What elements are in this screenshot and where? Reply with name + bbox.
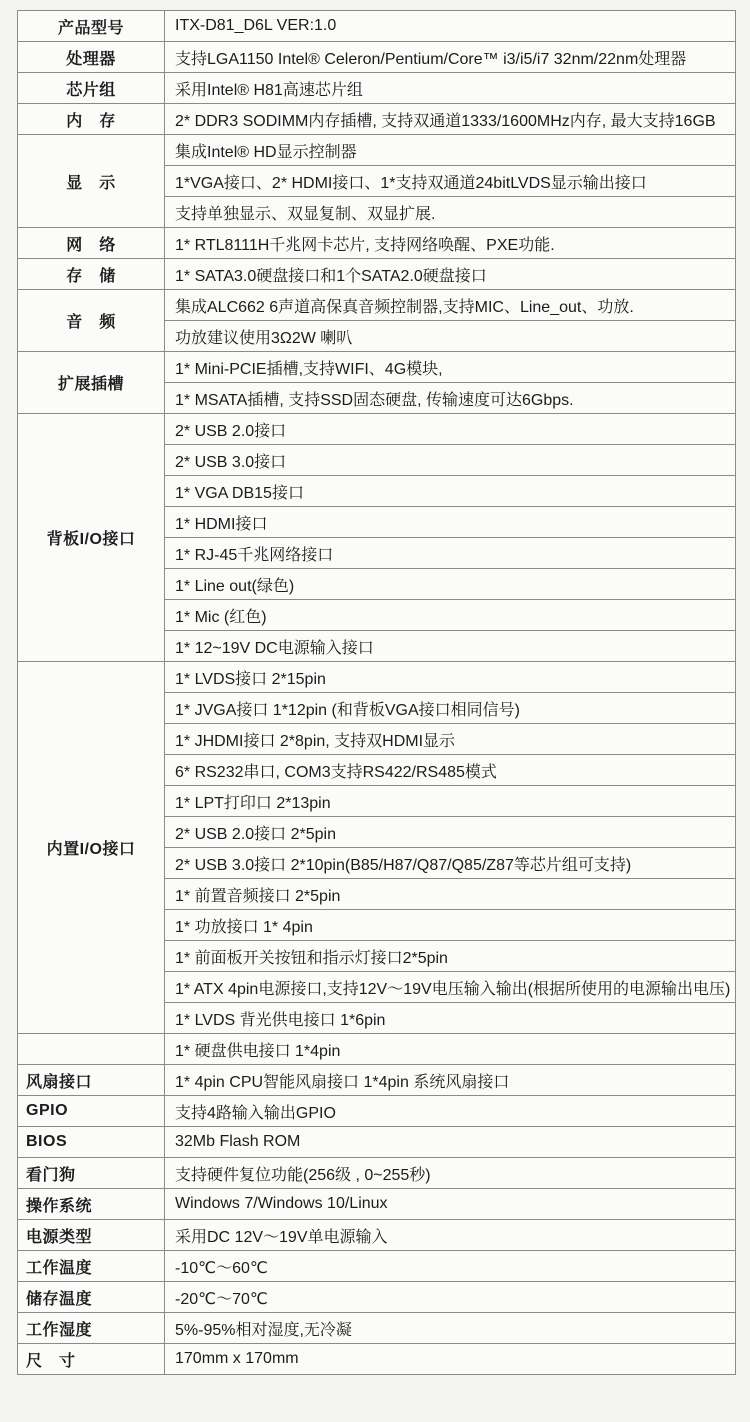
spec-value: 集成ALC662 6声道高保真音频控制器,支持MIC、Line_out、功放. (165, 290, 736, 321)
spec-label: 看门狗 (18, 1158, 165, 1189)
spec-value: 集成Intel® HD显示控制器 (165, 135, 736, 166)
spec-value: 支持单独显示、双显复制、双显扩展. (165, 197, 736, 228)
table-row (18, 662, 736, 693)
table-row (18, 73, 736, 104)
table-row (18, 1251, 736, 1282)
spec-label: 工作湿度 (18, 1313, 165, 1344)
spec-value: Windows 7/Windows 10/Linux (165, 1189, 736, 1220)
spec-label: 操作系统 (18, 1189, 165, 1220)
spec-label: 工作温度 (18, 1251, 165, 1282)
spec-label: 处理器 (18, 42, 165, 73)
table-row (18, 290, 736, 321)
spec-value: 1* 硬盘供电接口 1*4pin (165, 1034, 736, 1065)
spec-value: 32Mb Flash ROM (165, 1127, 736, 1158)
spec-label: 尺 寸 (18, 1344, 165, 1375)
spec-value: 1* ATX 4pin电源接口,支持12V～19V电压输入输出(根据所使用的电源输出电压) (165, 972, 736, 1003)
spec-value: 采用DC 12V～19V单电源输入 (165, 1220, 736, 1251)
spec-value: 1* SATA3.0硬盘接口和1个SATA2.0硬盘接口 (165, 259, 736, 290)
spec-value: 1* 前置音频接口 2*5pin (165, 879, 736, 910)
spec-value: ITX-D81_D6L VER:1.0 (165, 11, 736, 42)
spec-value: 1* 功放接口 1* 4pin (165, 910, 736, 941)
spec-label: 存 储 (18, 259, 165, 290)
table-row (18, 1065, 736, 1096)
spec-label: 背板I/O接口 (18, 414, 165, 662)
table-row (18, 104, 736, 135)
table-row (18, 1344, 736, 1375)
spec-table-body (18, 11, 736, 1375)
spec-sheet (17, 10, 736, 1375)
spec-value: 1* LVDS 背光供电接口 1*6pin (165, 1003, 736, 1034)
spec-label: 扩展插槽 (18, 352, 165, 414)
table-row (18, 1282, 736, 1313)
table-row (18, 1313, 736, 1344)
table-row (18, 1158, 736, 1189)
spec-table (17, 10, 736, 1375)
spec-label: 电源类型 (18, 1220, 165, 1251)
spec-value: 1* MSATA插槽, 支持SSD固态硬盘, 传输速度可达6Gbps. (165, 383, 736, 414)
table-row (18, 414, 736, 445)
table-row (18, 1096, 736, 1127)
spec-value: 1* Line out(绿色) (165, 569, 736, 600)
spec-value: 1* Mini-PCIE插槽,支持WIFI、4G模块, (165, 352, 736, 383)
spec-label: 内置I/O接口 (18, 662, 165, 1034)
spec-value: 5%-95%相对湿度,无冷凝 (165, 1313, 736, 1344)
table-row (18, 1189, 736, 1220)
spec-value: 1* 4pin CPU智能风扇接口 1*4pin 系统风扇接口 (165, 1065, 736, 1096)
spec-value: 1* JHDMI接口 2*8pin, 支持双HDMI显示 (165, 724, 736, 755)
spec-value: 1* Mic (红色) (165, 600, 736, 631)
spec-label: 产品型号 (18, 11, 165, 42)
spec-value: 1* LPT打印口 2*13pin (165, 786, 736, 817)
spec-value: 6* RS232串口, COM3支持RS422/RS485模式 (165, 755, 736, 786)
spec-value: -20℃～70℃ (165, 1282, 736, 1313)
table-row (18, 259, 736, 290)
spec-label: 音 频 (18, 290, 165, 352)
spec-value: 1* LVDS接口 2*15pin (165, 662, 736, 693)
spec-value: 1* RTL8111H千兆网卡芯片, 支持网络唤醒、PXE功能. (165, 228, 736, 259)
spec-value: 1* VGA DB15接口 (165, 476, 736, 507)
spec-label (18, 1034, 165, 1065)
table-row (18, 1034, 736, 1065)
spec-value: 支持LGA1150 Intel® Celeron/Pentium/Core™ i3/i5/i7 32nm/22nm处理器 (165, 42, 736, 73)
spec-value: 支持硬件复位功能(256级 , 0~255秒) (165, 1158, 736, 1189)
spec-value: 2* USB 2.0接口 (165, 414, 736, 445)
spec-label: BIOS (18, 1127, 165, 1158)
spec-value: 采用Intel® H81高速芯片组 (165, 73, 736, 104)
table-row (18, 1220, 736, 1251)
table-row (18, 11, 736, 42)
spec-value: 功放建议使用3Ω2W 喇叭 (165, 321, 736, 352)
spec-value: 1* JVGA接口 1*12pin (和背板VGA接口相同信号) (165, 693, 736, 724)
table-row (18, 352, 736, 383)
spec-value: 2* DDR3 SODIMM内存插槽, 支持双通道1333/1600MHz内存, 最大支持16GB (165, 104, 736, 135)
spec-value: 1*VGA接口、2* HDMI接口、1*支持双通道24bitLVDS显示输出接口 (165, 166, 736, 197)
spec-label: 显 示 (18, 135, 165, 228)
table-row (18, 228, 736, 259)
spec-value: 170mm x 170mm (165, 1344, 736, 1375)
spec-value: -10℃～60℃ (165, 1251, 736, 1282)
spec-label: 内 存 (18, 104, 165, 135)
spec-label: GPIO (18, 1096, 165, 1127)
spec-value: 2* USB 3.0接口 (165, 445, 736, 476)
spec-label: 风扇接口 (18, 1065, 165, 1096)
spec-value: 2* USB 3.0接口 2*10pin(B85/H87/Q87/Q85/Z87等芯片组可支持) (165, 848, 736, 879)
spec-value: 1* HDMI接口 (165, 507, 736, 538)
table-row (18, 135, 736, 166)
spec-value: 支持4路输入输出GPIO (165, 1096, 736, 1127)
table-row (18, 1127, 736, 1158)
spec-label: 储存温度 (18, 1282, 165, 1313)
spec-value: 1* 前面板开关按钮和指示灯接口2*5pin (165, 941, 736, 972)
spec-value: 1* 12~19V DC电源输入接口 (165, 631, 736, 662)
spec-label: 芯片组 (18, 73, 165, 104)
table-row (18, 42, 736, 73)
spec-label: 网 络 (18, 228, 165, 259)
spec-value: 1* RJ-45千兆网络接口 (165, 538, 736, 569)
spec-value: 2* USB 2.0接口 2*5pin (165, 817, 736, 848)
